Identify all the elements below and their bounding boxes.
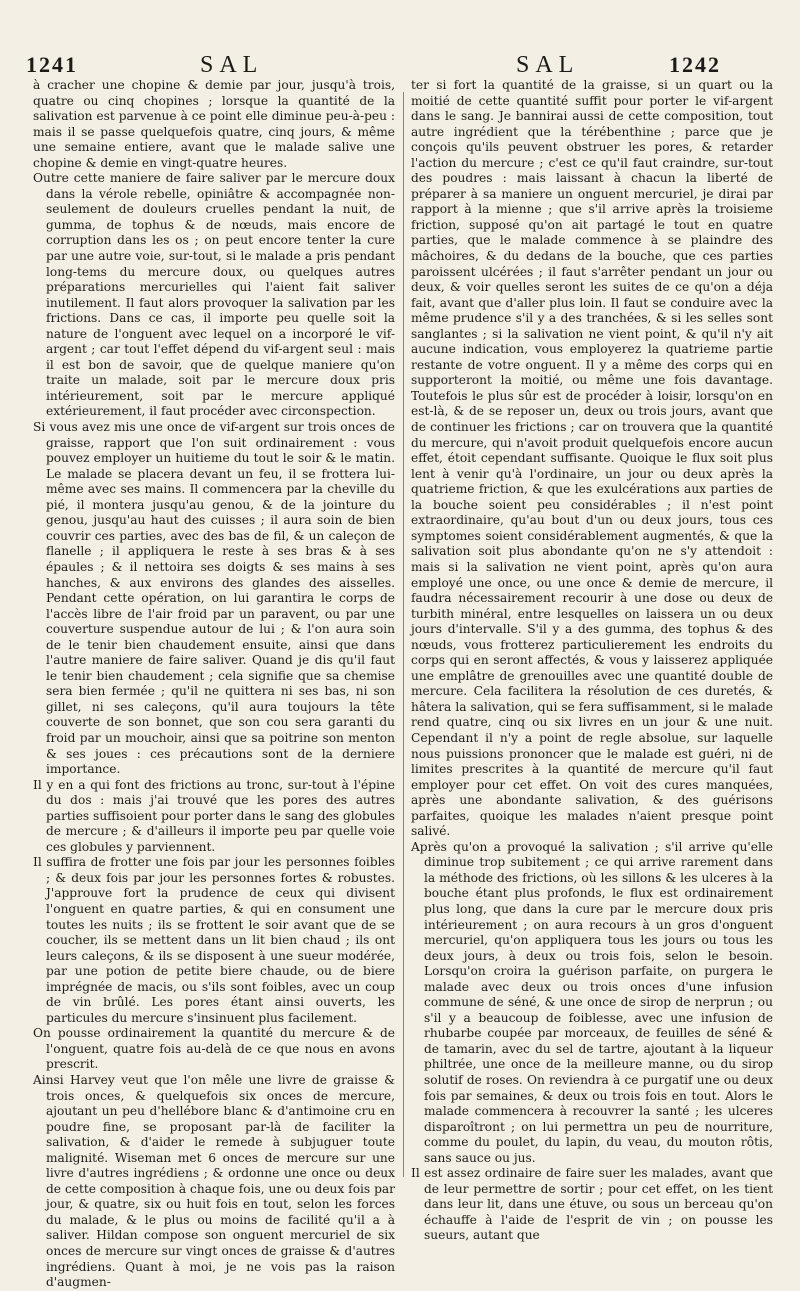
paragraph: Après qu'on a provoqué la salivation ; s'il arrive qu'elle diminue trop subitement ; ce qui arrive rarement dans la méthode des frictions, où les sillons & les ulceres à la bouche étant plus profonds, le flux est ordinairement plus long, que dans la cure par le mercure doux pris intérieurement ; on aura recours à un gros d'onguent mercuriel, qu'on appliquera tous les jours ou tous les deux jours, à deux ou trois fois, selon le besoin. Lorsqu'on croira la guérison parfaite, on purgera le malade avec deux ou trois onces d'une infusion commune de séné, & une once de sirop de nerprun ; ou s'il y a beaucoup de foiblesse, avec une infusion de rhubarbe coupée par morceaux, de feuilles de séné & de tamarin, avec du sel de tartre, ajoutant à la liqueur philtrée, une once de la meilleure manne, ou du sirop solutif de roses. On reviendra à ce purgatif une ou deux fois par semaines, & deux ou trois fois en tout. Alors le malade commencera à recouvrer la santé ; les ulceres disparoîtront ; on lui permettra un peu de nourriture, comme du poulet, du lapin, du veau, du mouton rôtis, sans sauce ou jus. bbox=[411, 839, 773, 1165]
paragraph: Il y en a qui font des frictions au tronc, sur-tout à l'épine du dos : mais j'ai trouvé que les pores des autres parties suffisoient pour porter dans le sang des globules de mercure ; & d'ailleurs il importe peu par quelle voie ces globules y parviennent. bbox=[33, 777, 395, 854]
paragraph: Ainsi Harvey veut que l'on mêle une livre de graisse & trois onces, & quelquefois six onces de mercure, ajoutant un peu d'hellébore blanc & d'antimoine cru en poudre fine, se proposant par-là de faciliter la salivation, & d'aider le remede à subjuguer toute malignité. Wiseman met 6 onces de mercure sur une livre d'autres ingrédiens ; & ordonne une once ou deux de cette composition à chaque fois, une ou deux fois par jour, & quatre, six ou huit fois en tout, selon les forces du malade, & le plus ou moins de facilité qu'il a à saliver. Hildan compose son onguent mercuriel de six onces de mercure sur vingt onces de graisse & d'autres ingrédiens. Quant à moi, je ne vois pas la raison d'augmen- bbox=[33, 1073, 395, 1290]
column-divider bbox=[403, 92, 404, 1177]
right-column bbox=[411, 78, 773, 1243]
left-column bbox=[33, 78, 395, 1290]
paragraph: à cracher une chopine & demie par jour, jusqu'à trois, quatre ou cinq chopines ; lorsque la quantité de la salivation est parvenue à ce point elle diminue peu-à-peu : mais il se passe quelquefois quatre, cinq jours, & même une semaine entiere, avant que le malade salive une chopine & demie en vingt-quatre heures. bbox=[33, 78, 395, 170]
page-number-right: 1242 bbox=[669, 52, 721, 77]
paragraph: Outre cette maniere de faire saliver par le mercure doux dans la vérole rebelle, opiniâtre & accompagnée non-seulement de douleurs cruelles pendant la nuit, de gumma, de tophus & de nœuds, mais encore de corruption dans les os ; on peut encore tenter la cure par une autre voie, sur-tout, si le malade a pris pendant long-tems du mercure doux, ou quelques autres préparations mercurielles qui l'aient fait saliver inutilement. Il faut alors provoquer la salivation par les frictions. Dans ce cas, il importe peu quelle soit la nature de l'onguent avec lequel on a incorporé le vif-argent ; car tout l'effet dépend du vif-argent seul : mais il est bon de savoir, que de quelque maniere qu'on traite un malade, soit par le mercure doux pris intérieurement, soit par le mercure appliqué extérieurement, il faut procéder avec circonspection. bbox=[33, 171, 395, 419]
page-number-left: 1241 bbox=[26, 52, 78, 77]
paragraph: Il suffira de frotter une fois par jour les personnes foibles ; & deux fois par jour les personnes fortes & robustes. J'approuve fort la prudence de ceux qui divisent l'onguent en quatre parties, & qui en consument une toutes les nuits ; ils se frottent le soir avant que de se coucher, ils se mettent dans un lit bien chaud ; ils ont leurs caleçons, & ils se disposent à une sueur modérée, par une potion de petite biere chaude, ou de biere imprégnée de macis, ou s'ils sont foibles, avec un coup de vin brûlé. Les pores étant ainsi ouverts, les particules du mercure s'insinuent plus facilement. bbox=[33, 855, 395, 1025]
paragraph: Si vous avez mis une once de vif-argent sur trois onces de graisse, rapport que l'on suit ordinairement : vous pouvez employer un huitieme du tout le soir & le matin. Le malade se placera devant un feu, il se frottera lui-même avec ses mains. Il commencera par la cheville du pié, il montera jusqu'au genou, & de la jointure du genou, jusqu'au haut des cuisses ; il aura soin de bien couvrir ces parties, avec des bas de fil, & un caleçon de flanelle ; il appliquera le reste à ses bras & à ses épaules ; & il nettoira ses doigts & ses mains à ses hanches, & aux environs des glandes des aisselles. Pendant cette opération, on lui garantira le corps de l'accès libre de l'air froid par un paravent, ou par une couverture suspendue autour de lui ; & l'on aura soin de le tenir bien chaudement ensuite, ainsi que dans l'autre maniere de faire saliver. Quand je dis qu'il faut le tenir bien chaudement ; cela signifie que sa chemise sera bien fermée ; qu'il ne quittera ni ses bas, ni son gillet, ni ses caleçons, qu'il aura toujours la tête couverte de son bonnet, que son cou sera garanti du froid par un mouchoir, ainsi que sa poitrine son menton & ses joues : ces précautions sont de la derniere importance. bbox=[33, 420, 395, 777]
headword-left: SAL bbox=[200, 52, 264, 78]
paragraph: ter si fort la quantité de la graisse, si un quart ou la moitié de cette quantité suffit pour porter le vif-argent dans le sang. Je bannirai aussi de cette composition, tout autre ingrédient que la térébenthine ; parce que je conçois qu'ils peuvent obstruer les pores, & retarder l'action du mercure ; c'est ce qu'il faut craindre, sur-tout des poudres : mais laissant à chacun la liberté de préparer à sa maniere un onguent mercuriel, je dirai par rapport à la mienne ; que s'il arrive après la troisieme friction, supposé qu'on ait partagé le tout en quatre parties, que le malade commence à se plaindre des mâchoires, & du dedans de la bouche, que ces parties paroissent ulcérées ; il faut s'arrêter pendant un jour ou deux, & voir quelles seront les suites de ce qu'on a déja fait, avant que d'aller plus loin. Il faut se conduire avec la même prudence s'il y a des tranchées, & si les selles sont sanglantes ; si la salivation ne vient point, & qu'il n'y ait aucune indication, vous employerez la quatrieme partie restante de votre onguent. Il y a même des corps qui en supporteront la moitié, ou même une fois davantage. Toutefois le plus sûr est de procéder à loisir, lorsqu'on en est-là, & de se reposer un, deux ou trois jours, avant que de continuer les frictions ; car on trouvera que la quantité du mercure, qui n'avoit produit quelquefois encore aucun effet, étoit cependant suffisante. Quoique le flux soit plus lent à venir qu'à l'ordinaire, un jour ou deux après la quatrieme friction, & que les exulcérations aux parties de la bouche soient peu considérables ; il n'est point extraordinaire, qu'au bout d'un ou deux jours, tous ces symptomes soient considérablement augmentés, & que la salivation soit plus abondante qu'on ne s'y attendoit : mais si la salivation ne vient point, après qu'on aura employé une once, ou une once & demie de mercure, il faudra nécessairement recourir à une dose ou deux de turbith minéral, entre lesquelles on laissera un ou deux jours d'intervalle. S'il y a des gumma, des tophus & des nœuds, vous frotterez particulierement les endroits du corps qui en seront affectés, & vous y laisserez appliquée une emplâtre de grenouilles avec une quantité double de mercure. Cela facilitera la résolution de ces duretés, & hâtera la salivation, qui se fera suffisamment, si le malade rend quatre, cinq ou six livres en un jour & une nuit. Cependant il n'y a point de regle absolue, sur laquelle nous puissions prononcer que le malade est guéri, ni de limites prescrites à la quantité de mercure qu'il faut employer pour cet effet. On voit des cures manquées, après une abondante salivation, & des guérisons parfaites, quoique les malades n'aient presque point salivé. bbox=[411, 78, 773, 839]
headword-right: SAL bbox=[516, 52, 580, 78]
paragraph: Il est assez ordinaire de faire suer les malades, avant que de leur permettre de sortir ; pour cet effet, on les tient dans leur lit, dans une étuve, ou sous un berceau qu'on échauffe à l'aide de l'esprit de vin ; on pousse les sueurs, autant que bbox=[411, 1166, 773, 1243]
paragraph: On pousse ordinairement la quantité du mercure & de l'onguent, quatre fois au-delà de ce que nous en avons prescrit. bbox=[33, 1026, 395, 1072]
